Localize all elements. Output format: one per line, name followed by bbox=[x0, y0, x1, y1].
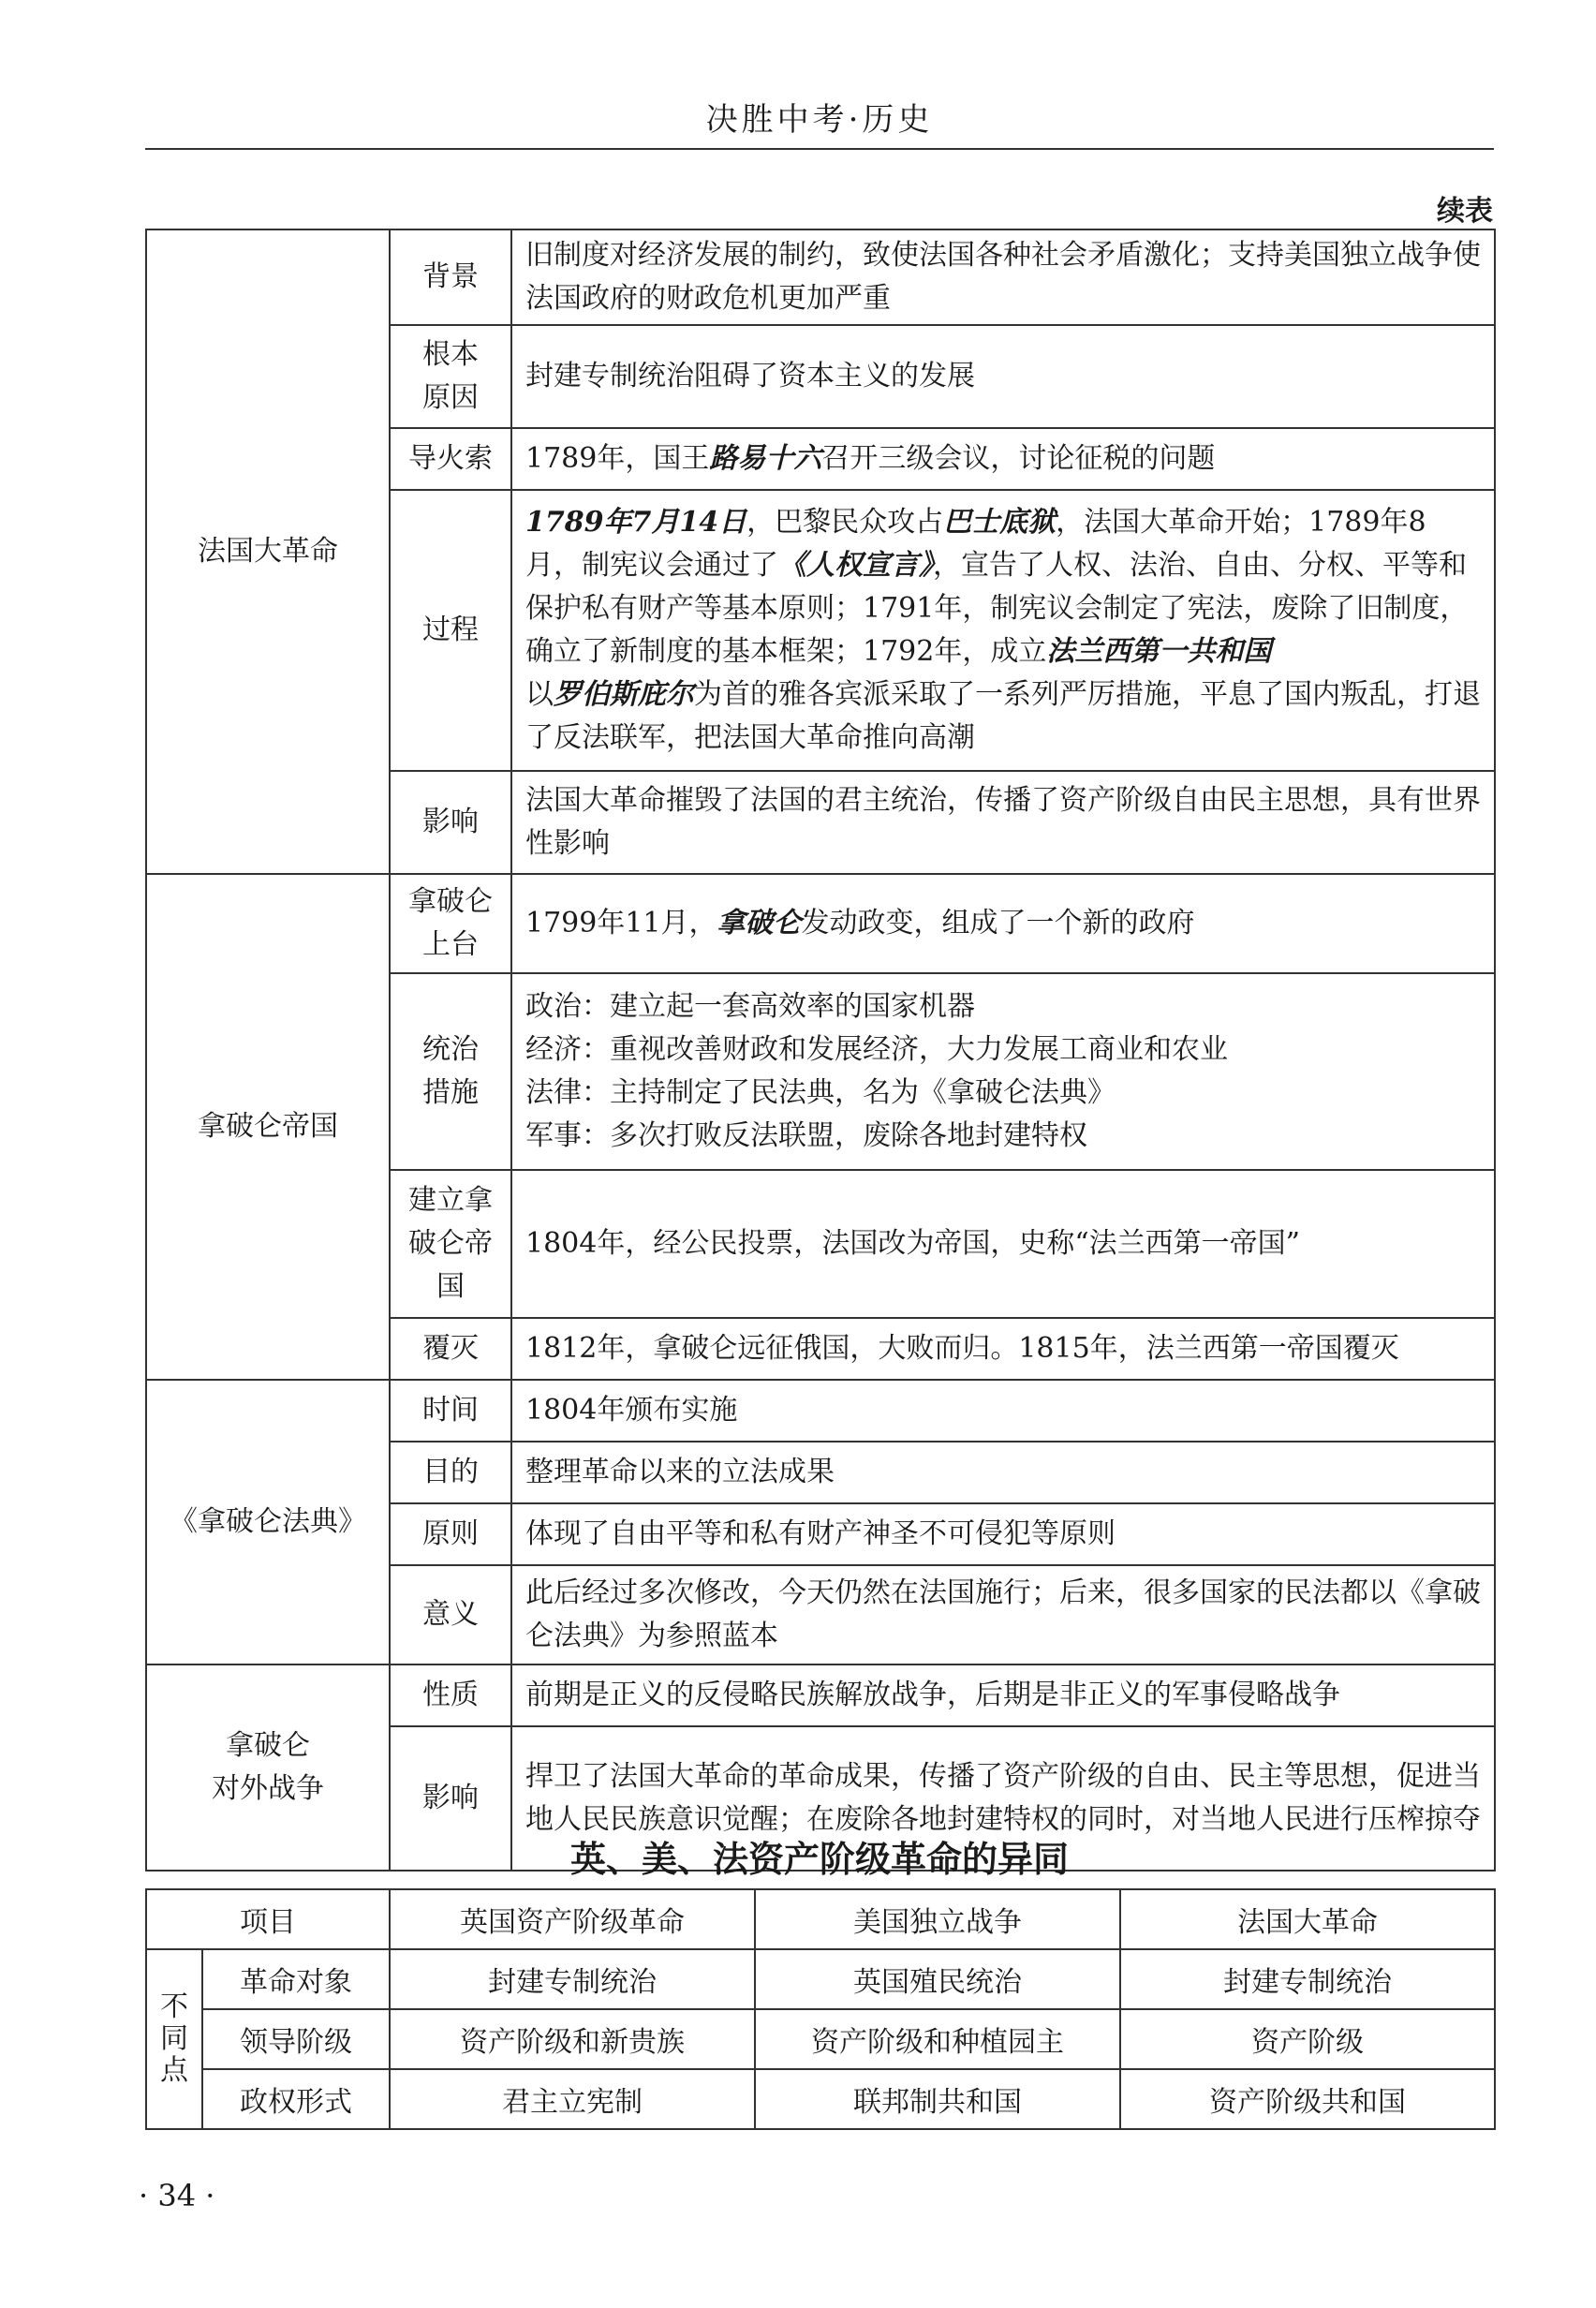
row-content bbox=[511, 428, 1495, 490]
value-cell: 联邦制共和国 bbox=[755, 2069, 1120, 2129]
bold-text: 路易十六 bbox=[709, 442, 822, 475]
row-label: 覆灭 bbox=[390, 1318, 511, 1380]
text: 1799年11月， bbox=[525, 907, 717, 939]
table-row bbox=[146, 1949, 1495, 2009]
row-content: 体现了自由平等和私有财产神圣不可侵犯等原则 bbox=[511, 1503, 1495, 1565]
group-label-differences bbox=[146, 1949, 202, 2129]
row-label bbox=[390, 1170, 511, 1318]
row-content: 捍卫了法国大革命的革命成果，传播了资产阶级的自由、民主等思想，促进当地人民民族意识觉醒；在废除各地封建特权的同时，对当地人民进行压榨掠夺 bbox=[511, 1726, 1495, 1871]
label-text: 建立拿破仑帝国 bbox=[408, 1184, 493, 1303]
section-name-line: 拿破仑 bbox=[226, 1729, 310, 1762]
header-cell: 美国独立战争 bbox=[755, 1889, 1120, 1949]
row-label: 过程 bbox=[390, 490, 511, 771]
history-summary-table bbox=[145, 229, 1496, 1872]
value-cell: 君主立宪制 bbox=[390, 2069, 755, 2129]
value-cell: 英国殖民统治 bbox=[755, 1949, 1120, 2009]
row-content: 封建专制统治阻碍了资本主义的发展 bbox=[511, 325, 1495, 428]
value-cell: 封建专制统治 bbox=[390, 1949, 755, 2009]
row-label: 意义 bbox=[390, 1565, 511, 1664]
label-text: 根本原因 bbox=[422, 338, 479, 414]
bold-text: 拿破仑 bbox=[717, 907, 802, 939]
text: ，宣告了人权、法治、自由、分权、平等和保护私有财产等基本原则；1791年，制宪议会制定了宪法，废除了旧制度，确立了新制度的基本框架；1792年，成立 bbox=[525, 549, 1469, 668]
comparison-table bbox=[145, 1888, 1496, 2130]
text: ，法国大革命开始；1789年8月，制宪议会通过了 bbox=[525, 506, 1426, 582]
item-cell: 革命对象 bbox=[202, 1949, 390, 2009]
row-content: 1812年，拿破仑远征俄国，大败而归。1815年，法兰西第一帝国覆灭 bbox=[511, 1318, 1495, 1380]
text: 以 bbox=[525, 678, 554, 711]
row-content: 前期是正义的反侵略民族解放战争，后期是非正义的军事侵略战争 bbox=[511, 1664, 1495, 1726]
text: ，巴黎民众攻占 bbox=[746, 506, 944, 539]
measure-line: 法律：主持制定了民法典，名为《拿破仑法典》 bbox=[525, 1076, 1116, 1109]
table-row bbox=[146, 2009, 1495, 2069]
row-label: 影响 bbox=[390, 771, 511, 874]
row-content: 法国大革命摧毁了法国的君主统治，传播了资产阶级自由民主思想，具有世界性影响 bbox=[511, 771, 1495, 874]
row-content bbox=[511, 973, 1495, 1170]
measure-line: 经济：重视改善财政和发展经济，大力发展工商业和农业 bbox=[525, 1033, 1228, 1066]
header-cell: 英国资产阶级革命 bbox=[390, 1889, 755, 1949]
bold-text: 罗伯斯庇尔 bbox=[554, 678, 694, 711]
page-header-title: 决胜中考·历史 bbox=[705, 101, 934, 139]
row-label: 性质 bbox=[390, 1664, 511, 1726]
row-label bbox=[390, 874, 511, 973]
row-content: 1804年，经公民投票，法国改为帝国，史称“法兰西第一帝国” bbox=[511, 1170, 1495, 1318]
bold-text: 巴士底狱 bbox=[943, 506, 1057, 539]
label-text: 统治措施 bbox=[422, 1033, 479, 1109]
measure-line: 军事：多次打败反法联盟，废除各地封建特权 bbox=[525, 1119, 1087, 1152]
row-content: 整理革命以来的立法成果 bbox=[511, 1442, 1495, 1503]
row-content: 1804年颁布实施 bbox=[511, 1380, 1495, 1442]
item-cell: 政权形式 bbox=[202, 2069, 390, 2129]
row-label bbox=[390, 325, 511, 428]
section-french-revolution: 法国大革命 bbox=[146, 229, 390, 874]
label-text: 拿破仑上台 bbox=[408, 885, 493, 961]
table-row bbox=[146, 1664, 1495, 1726]
value-cell: 资产阶级 bbox=[1120, 2009, 1495, 2069]
row-label bbox=[390, 973, 511, 1170]
continued-label: 续表 bbox=[1437, 195, 1493, 228]
row-content bbox=[511, 874, 1495, 973]
bold-text: 《人权宣言》 bbox=[778, 549, 933, 582]
header-cell: 项目 bbox=[146, 1889, 390, 1949]
row-content: 旧制度对经济发展的制约，致使法国各种社会矛盾激化；支持美国独立战争使法国政府的财政危机更加严重 bbox=[511, 229, 1495, 325]
group-label-char: 点 bbox=[160, 2054, 188, 2087]
measure-line: 政治：建立起一套高效率的国家机器 bbox=[525, 990, 975, 1023]
row-label: 导火索 bbox=[390, 428, 511, 490]
row-label: 背景 bbox=[390, 229, 511, 325]
value-cell: 封建专制统治 bbox=[1120, 1949, 1495, 2009]
text: 为首的雅各宾派采取了一系列严厉措施，平息了国内叛乱，打退了反法联军，把法国大革命推向高潮 bbox=[525, 678, 1481, 754]
row-content bbox=[511, 490, 1495, 771]
table-header-row bbox=[146, 1889, 1495, 1949]
row-label: 影响 bbox=[390, 1726, 511, 1871]
value-cell: 资产阶级共和国 bbox=[1120, 2069, 1495, 2129]
row-label: 原则 bbox=[390, 1503, 511, 1565]
row-label: 目的 bbox=[390, 1442, 511, 1503]
table-row bbox=[146, 1380, 1495, 1442]
bold-text: 法兰西第一共和国 bbox=[1046, 635, 1272, 668]
value-cell: 资产阶级和种植园主 bbox=[755, 2009, 1120, 2069]
text: 召开三级会议，讨论征税的问题 bbox=[821, 442, 1216, 475]
text: 1789年，国王 bbox=[525, 442, 710, 475]
row-content: 此后经过多次修改，今天仍然在法国施行；后来，很多国家的民法都以《拿破仑法典》为参照蓝本 bbox=[511, 1565, 1495, 1664]
text: 发动政变，组成了一个新的政府 bbox=[801, 907, 1195, 939]
table-row bbox=[146, 2069, 1495, 2129]
group-label-char: 不 bbox=[160, 1990, 188, 2023]
value-cell: 资产阶级和新贵族 bbox=[390, 2009, 755, 2069]
header-cell: 法国大革命 bbox=[1120, 1889, 1495, 1949]
table-row bbox=[146, 229, 1495, 325]
section-napoleon-code: 《拿破仑法典》 bbox=[146, 1380, 390, 1664]
bold-text: 1789年7月14日 bbox=[525, 506, 747, 539]
section-name-line: 对外战争 bbox=[212, 1772, 324, 1805]
page-number: · 34 · bbox=[139, 2178, 215, 2213]
row-label: 时间 bbox=[390, 1380, 511, 1442]
header-rule bbox=[145, 148, 1494, 150]
item-cell: 领导阶级 bbox=[202, 2009, 390, 2069]
table-row bbox=[146, 874, 1495, 973]
comparison-table-title: 英、美、法资产阶级革命的异同 bbox=[569, 1839, 1069, 1880]
group-label-char: 同 bbox=[160, 2022, 188, 2055]
section-napoleon-empire: 拿破仑帝国 bbox=[146, 874, 390, 1380]
